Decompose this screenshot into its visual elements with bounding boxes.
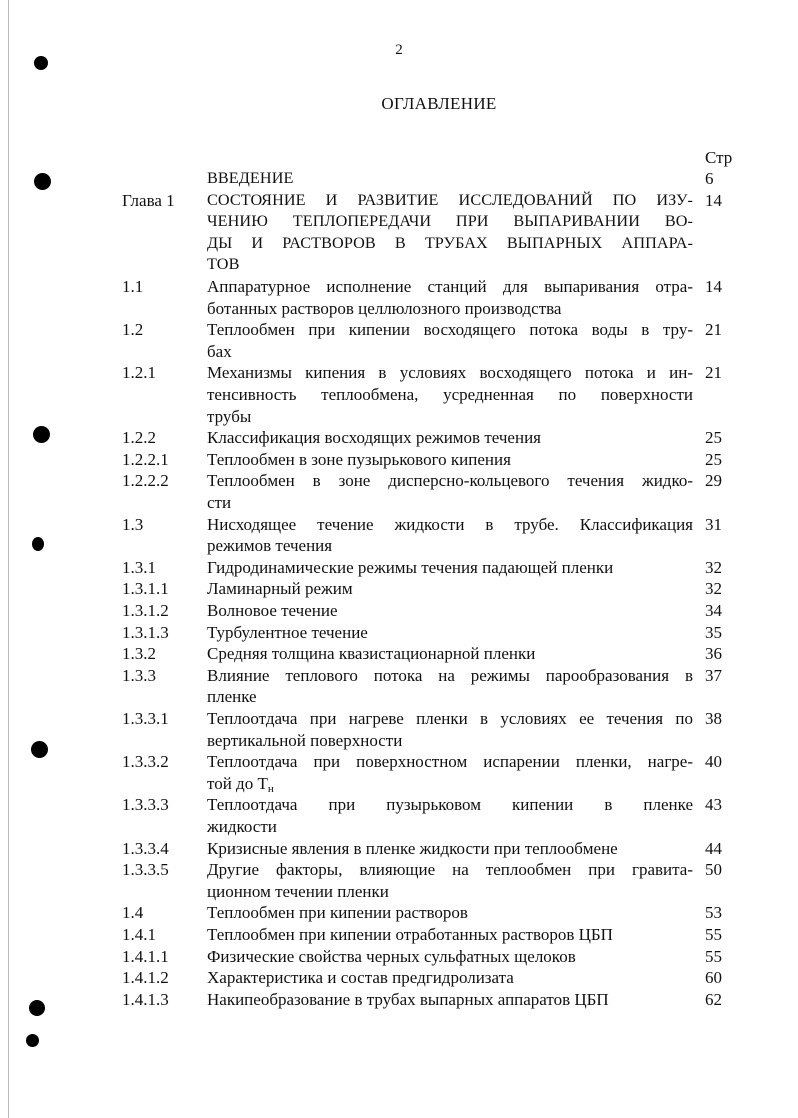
toc-entry-line: Кризисные явления в пленке жидкости при теплообмене (207, 838, 618, 858)
binder-hole-mark (34, 173, 51, 190)
toc-entry-title (207, 665, 693, 708)
toc-entry-page: 34 (705, 601, 722, 620)
toc-entry-line: жидкости (207, 816, 277, 836)
toc-entry-number: 1.3.2 (122, 644, 156, 664)
toc-entry-title (207, 924, 693, 946)
toc-entry-line: тенсивность теплообмена, усредненная по поверхности (207, 384, 693, 404)
toc-entry-line: Гидродинамические режимы течения падающей пленки (207, 557, 614, 577)
toc-entry-page: 44 (705, 838, 722, 858)
toc-entry-line: сти (207, 492, 232, 512)
toc-entry-number: 1.4 (122, 903, 144, 923)
toc-entry-page: 43 (705, 795, 722, 815)
toc-entry-line: Характеристика и состав предгидролизата (207, 968, 514, 988)
toc-entry-line: Теплоотдача при пузырьковом кипении в пленке (207, 795, 693, 815)
toc-entry-line: Другие факторы, влияющие на теплообмен при гравита- (207, 860, 693, 880)
toc-entry-title (207, 708, 693, 751)
toc-entry-number: 1.3.1.1 (122, 579, 169, 599)
toc-entry-number: 1.3.3.2 (122, 752, 169, 772)
toc-entry-title (207, 362, 693, 427)
toc-entry-page: 35 (705, 622, 722, 642)
toc-entry-number: 1.2.2.1 (122, 449, 169, 469)
toc-entry-title (207, 557, 693, 579)
toc-entry-page: 25 (705, 449, 722, 469)
binder-hole-mark (26, 1034, 39, 1047)
toc-entry-number: 1.3.3.4 (122, 838, 169, 858)
toc-entry-line: Накипеобразование в трубах выпарных аппаратов ЦБП (207, 989, 609, 1009)
toc-entry-title (207, 276, 693, 319)
toc-entry-page: 29 (705, 471, 722, 491)
toc-entry-line: Ламинарный режим (207, 579, 353, 599)
toc-entry-line: вертикальной поверхности (207, 730, 403, 750)
toc-entry-line: ботанных растворов целлюлозного производства (207, 298, 562, 318)
binder-hole-mark (32, 537, 44, 551)
toc-entry-page: 31 (705, 514, 722, 534)
toc-entry-title (207, 989, 693, 1011)
page-column-header: Стр (705, 148, 733, 167)
toc-entry-number: 1.2.2.2 (122, 471, 169, 491)
toc-entry-title (207, 967, 693, 989)
toc-entry-page: 50 (705, 860, 722, 880)
toc-entry-title (207, 449, 693, 471)
binder-hole-mark (31, 741, 48, 758)
toc-entry-page: 32 (705, 557, 722, 577)
toc-entry-number: 1.2 (122, 320, 144, 340)
toc-entry-page: 25 (705, 428, 722, 448)
toc-entry-title (207, 751, 693, 800)
toc-entry-title (207, 514, 693, 557)
toc-entry-number: 1.4.1 (122, 925, 156, 944)
toc-entry-page: 60 (705, 968, 722, 988)
toc-entry-title (207, 470, 693, 513)
toc-entry-line: Теплообмен при кипении восходящего потока воды в тру- (207, 320, 693, 340)
binder-hole-mark (33, 426, 50, 443)
toc-entry-number: 1.3.1 (122, 557, 156, 577)
toc-entry-line: ЧЕНИЮ ТЕПЛОПЕРЕДАЧИ ПРИ ВЫПАРИВАНИИ ВО- (207, 212, 693, 231)
toc-entry-number: 1.2.2 (122, 428, 156, 448)
toc-entry-line: трубы (207, 406, 252, 426)
toc-entry-page: 36 (705, 644, 722, 664)
toc-entry-page: 38 (705, 709, 722, 728)
toc-entry-page: 37 (705, 665, 722, 685)
toc-entry-line: Теплообмен в зоне дисперсно-кольцевого течения жидко- (207, 471, 693, 491)
toc-entry-line: ТОВ (207, 255, 240, 274)
toc-entry-number: 1.3.3.5 (122, 860, 169, 880)
toc-entry-page: 55 (705, 925, 722, 944)
toc-entry-number: 1.3.1.2 (122, 601, 169, 620)
toc-entry-line: Влияние теплового потока на режимы парообразования в (207, 665, 693, 685)
toc-entry-page: 21 (705, 363, 722, 383)
toc-entry-line: Теплоотдача при нагреве пленки в условиях ее течения по (207, 709, 693, 728)
toc-entry-line: Физические свойства черных сульфатных щелоков (207, 946, 576, 966)
toc-entry-title (207, 168, 693, 190)
toc-entry-line: Теплообмен в зоне пузырькового кипения (207, 449, 511, 469)
toc-entry-number: 1.3.1.3 (122, 622, 169, 642)
toc-entry-number: Глава 1 (122, 190, 175, 210)
toc-entry-page: 53 (705, 903, 722, 923)
page-number: 2 (395, 42, 403, 58)
toc-entry-title (207, 600, 693, 622)
toc-entry-line: Механизмы кипения в условиях восходящего потока и ин- (207, 363, 693, 383)
toc-entry-page: 14 (705, 277, 722, 296)
toc-entry-title (207, 946, 693, 968)
toc-entry-line: пленке (207, 687, 257, 707)
toc-entry-line: Нисходящее течение жидкости в трубе. Классификация (207, 514, 693, 534)
toc-entry-page: 6 (705, 169, 714, 188)
toc-entry-number: 1.4.1.3 (122, 989, 169, 1009)
toc-entry-line: ВВЕДЕНИЕ (207, 169, 294, 187)
toc-entry-line: Теплообмен при кипении отработанных растворов ЦБП (207, 925, 613, 944)
toc-entry-page: 32 (705, 579, 722, 599)
toc-entry-number: 1.3 (122, 514, 144, 534)
toc-entry-title (207, 190, 693, 276)
toc-entry-line: Теплообмен при кипении растворов (207, 903, 468, 923)
toc-entry-number: 1.3.3.3 (122, 795, 169, 815)
toc-entry-number: 1.2.1 (122, 363, 156, 383)
toc-entry-line: Турбулентное течение (207, 622, 368, 642)
toc-entry-page: 14 (705, 190, 722, 210)
toc-entry-line: СОСТОЯНИЕ И РАЗВИТИЕ ИССЛЕДОВАНИЙ ПО ИЗУ- (207, 190, 693, 209)
toc-entry-line: бах (207, 341, 232, 361)
binder-hole-mark (29, 1000, 45, 1016)
toc-entry-number: 1.3.3.1 (122, 709, 169, 728)
toc-entry-line: той до $Т_н$ (207, 773, 274, 795)
toc-entry-title (207, 902, 693, 924)
toc-entry-title (207, 622, 693, 644)
toc-entry-page: 62 (705, 989, 722, 1009)
toc-entry-title (207, 794, 693, 837)
scan-edge-line (8, 0, 9, 1118)
page-title: ОГЛАВЛЕНИЕ (381, 94, 497, 113)
toc-entry-title (207, 859, 693, 902)
toc-entry-number: 1.4.1.2 (122, 968, 169, 988)
toc-entry-page: 21 (705, 320, 722, 340)
toc-entry-line: Классификация восходящих режимов течения (207, 428, 541, 448)
toc-entry-line: режимов течения (207, 536, 333, 556)
toc-entry-line: Средняя толщина квазистационарной пленки (207, 644, 536, 664)
toc-entry-line: Волновое течение (207, 601, 338, 620)
toc-entry-page: 40 (705, 752, 722, 772)
toc-entry-page: 55 (705, 946, 722, 966)
toc-entry-title (207, 427, 693, 449)
toc-entry-number: 1.1 (122, 277, 144, 296)
toc-entry-line: Аппаратурное исполнение станций для выпаривания отра- (207, 277, 693, 296)
toc-entry-number: 1.3.3 (122, 665, 156, 685)
toc-entry-title (207, 319, 693, 362)
toc-entry-title (207, 838, 693, 860)
toc-entry-line: ДЫ И РАСТВОРОВ В ТРУБАХ ВЫПАРНЫХ АППАРА- (207, 233, 693, 252)
toc-entry-subscript: н (267, 782, 274, 795)
toc-entry-line: Теплоотдача при поверхностном испарении пленки, нагре- (207, 752, 693, 772)
toc-entry-line: ционном течении пленки (207, 881, 389, 901)
toc-entry-number: 1.4.1.1 (122, 946, 169, 966)
toc-entry-title (207, 643, 693, 665)
toc-entry-title (207, 578, 693, 600)
